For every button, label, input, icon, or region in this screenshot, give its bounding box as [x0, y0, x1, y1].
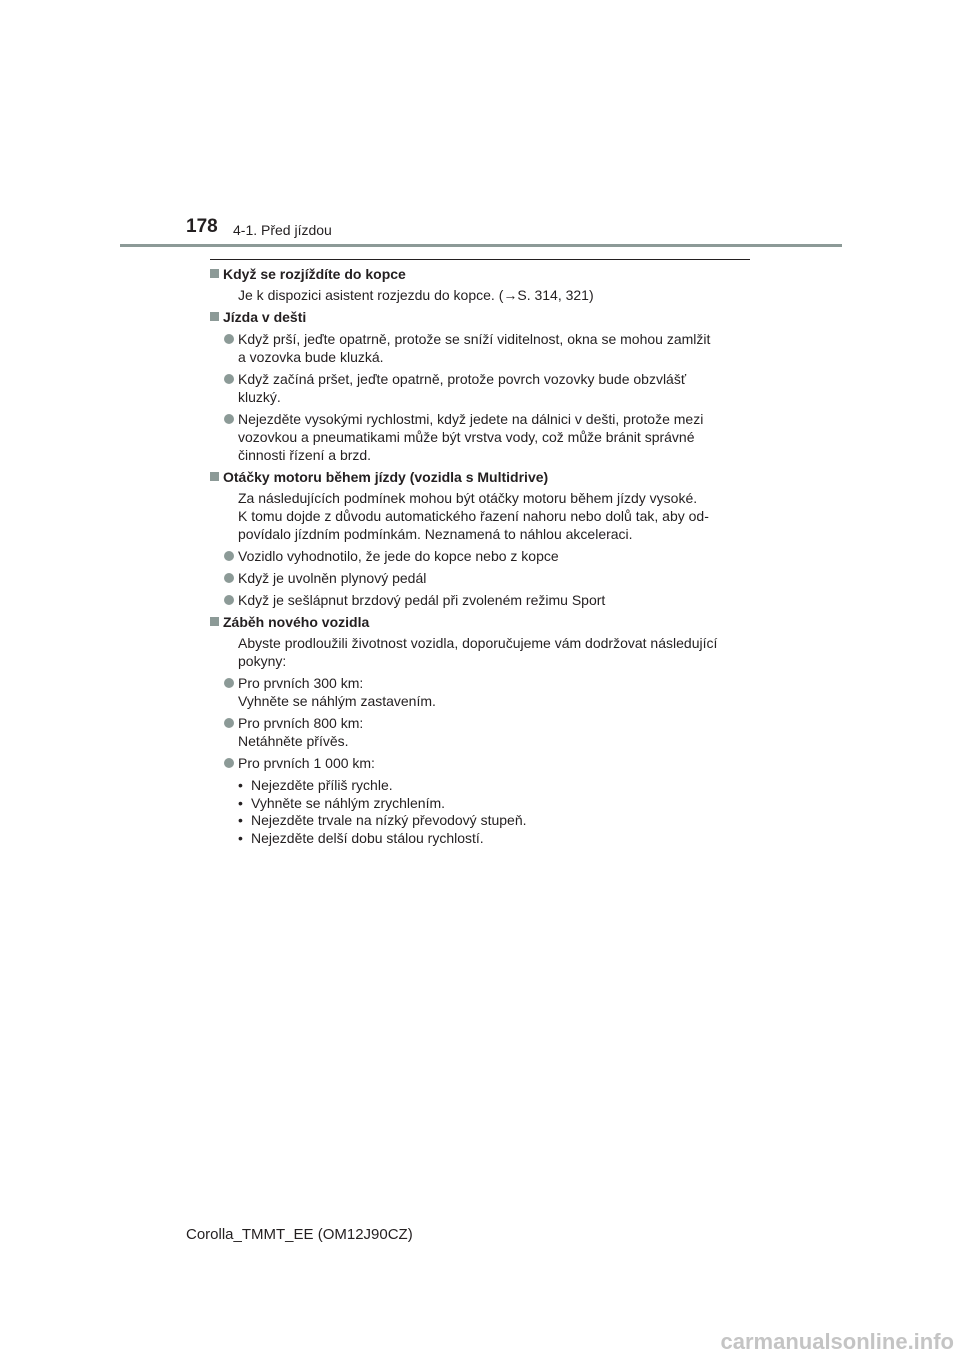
section-heading-rain: Jízda v dešti: [210, 308, 750, 326]
small-bullet-icon: •: [238, 777, 243, 793]
bullet-dot-icon: [224, 718, 234, 728]
bullet-dot-icon: [224, 551, 234, 561]
rpm-text: Za následujících podmínek mohou být otáčky motoru během jízdy vysoké. K tomu dojde z důvodu automatického řazení nahoru nebo dolů tak, aby od- povídalo jízdním podmínkám. Neznamená to náhlou akceleraci.: [238, 490, 709, 542]
sub-list-item: • Vyhněte se náhlým zrychlením.: [238, 794, 446, 811]
breakin-text: Abyste prodloužili životnost vozidla, doporučujeme vám dodržovat následující pokyny:: [238, 635, 718, 669]
square-marker-icon: [210, 269, 219, 278]
page-content: [210, 265, 750, 847]
top-rule: [210, 259, 750, 260]
list-item: Když je sešlápnut brzdový pedál při zvoleném režimu Sport: [210, 591, 750, 609]
list-item: Nejezděte vysokými rychlostmi, když jedete na dálnici v dešti, protože mezi vozovkou a pneumatikami může být vrstva vody, což může bránit správné činnosti řízení a brzd.: [210, 410, 750, 464]
small-bullet-icon: •: [238, 794, 243, 811]
small-bullet-icon: •: [238, 812, 243, 828]
bullet-dot-icon: [224, 573, 234, 583]
bullet-dot-icon: [224, 414, 234, 424]
bullet-dot-icon: [224, 758, 234, 768]
list-item: Vozidlo vyhodnotilo, že jede do kopce nebo z kopce: [210, 547, 750, 565]
section-heading-rpm: Otáčky motoru během jízdy (vozidla s Multidrive): [210, 468, 750, 486]
section-heading-breakin: Záběh nového vozidla: [210, 613, 750, 631]
bullet-dot-icon: [224, 374, 234, 384]
section-title: 4-1. Před jízdou: [233, 222, 332, 238]
list-item: Když prší, jeďte opatrně, protože se sníží viditelnost, okna se mohou zamlžit a vozovka bude kluzká.: [210, 330, 750, 366]
list-item: Pro prvních 800 km: Netáhněte přívěs.: [210, 714, 750, 750]
bullet-dot-icon: [224, 678, 234, 688]
list-item: Když začíná pršet, jeďte opatrně, protože povrch vozovky bude obzvlášť kluzký.: [210, 370, 750, 406]
square-marker-icon: [210, 312, 219, 321]
list-item: Pro prvních 300 km: Vyhněte se náhlým zastavením.: [210, 674, 750, 710]
sub-list: [210, 777, 750, 847]
sub-list-item: • Nejezděte delší dobu stálou rychlostí.: [238, 829, 484, 846]
small-bullet-icon: •: [238, 829, 243, 846]
list-item: Pro prvních 1 000 km:: [210, 754, 750, 772]
header-rule: [120, 244, 842, 247]
sub-list-item: • Nejezděte trvale na nízký převodový stupeň.: [238, 812, 527, 828]
watermark: carmanualsonline.info: [720, 1329, 954, 1354]
bullet-dot-icon: [224, 334, 234, 344]
hill-text: Je k dispozici asistent rozjezdu do kopce. (→S. 314, 321): [238, 287, 594, 303]
footer-document-id: Corolla_TMMT_EE (OM12J90CZ): [186, 1226, 413, 1243]
page-number: 178: [186, 216, 218, 237]
square-marker-icon: [210, 472, 219, 481]
square-marker-icon: [210, 617, 219, 626]
sub-list-item: • Nejezděte příliš rychle.: [238, 777, 393, 793]
list-item: Když je uvolněn plynový pedál: [210, 569, 750, 587]
bullet-dot-icon: [224, 595, 234, 605]
section-heading-hill: Když se rozjíždíte do kopce: [210, 265, 750, 283]
